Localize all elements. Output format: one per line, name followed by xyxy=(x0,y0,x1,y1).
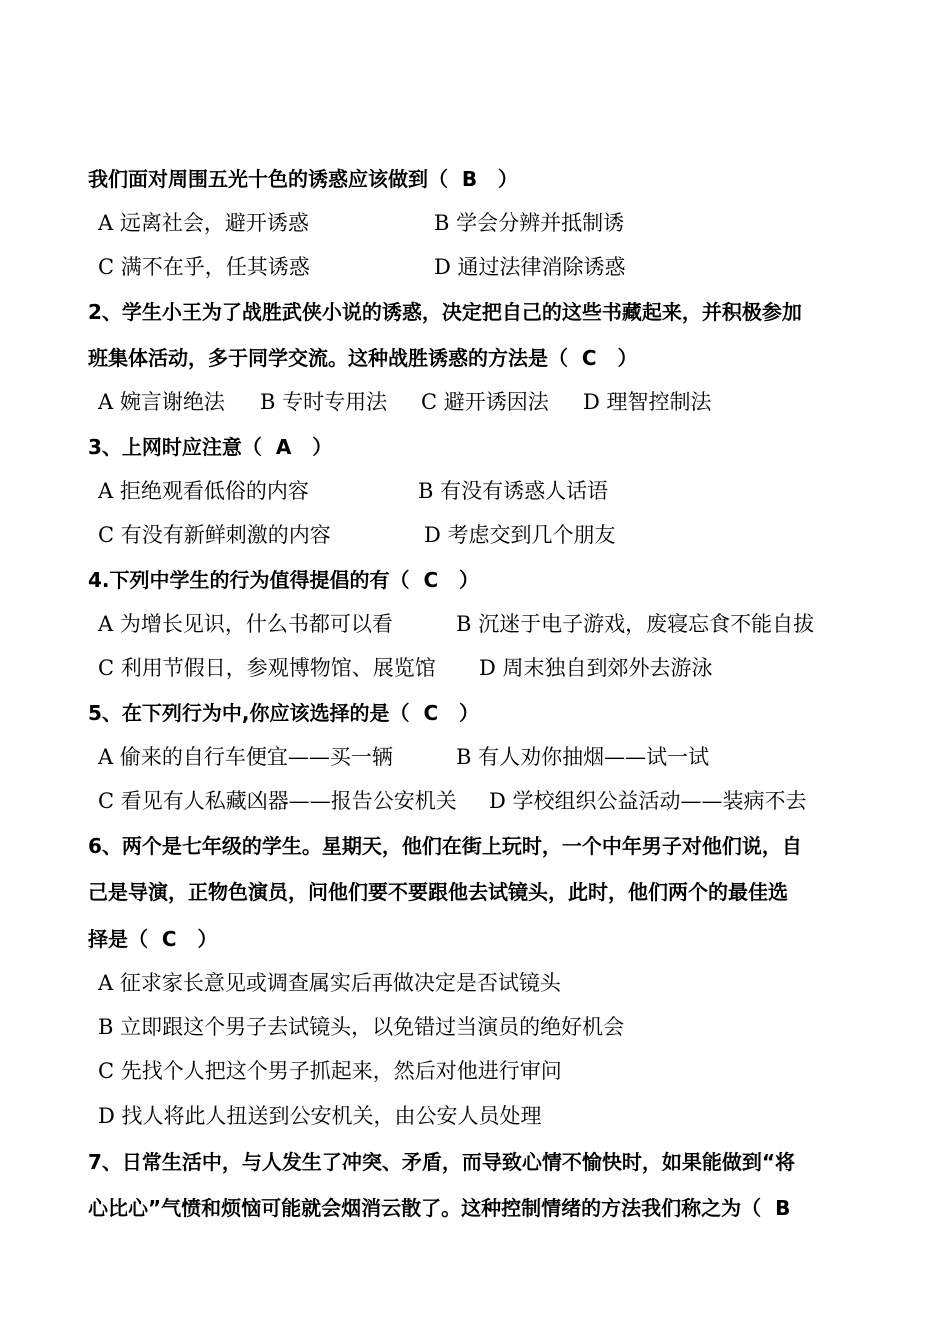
option-d: D 学校组织公益活动——装病不去 xyxy=(489,789,807,813)
question-stem: 5、在下列行为中,你应该选择的是（ C ） xyxy=(88,701,480,725)
question-stem: 我们面对周围五光十色的诱惑应该做到（ B ） xyxy=(88,167,519,191)
option-a: A 拒绝观看低俗的内容 xyxy=(98,479,309,503)
option-d: D 理智控制法 xyxy=(583,390,712,414)
option-b: B 有人劝你抽烟——试一试 xyxy=(456,745,710,769)
option-d: D 通过法律消除诱惑 xyxy=(434,255,626,279)
option-b: B 沉迷于电子游戏，废寝忘食不能自拔 xyxy=(456,612,815,636)
option-a: A 征求家长意见或调查属实后再做决定是否试镜头 xyxy=(98,971,561,995)
option-a: A 远离社会，避开诱惑 xyxy=(98,211,309,235)
option-d: D 找人将此人扭送到公安机关，由公安人员处理 xyxy=(98,1104,542,1128)
question-stem: 7、日常生活中，与人发生了冲突、矛盾，而导致心情不愉快时，如果能做到“将 xyxy=(88,1150,796,1174)
option-c: C 避开诱因法 xyxy=(421,390,549,414)
question-stem: 择是（ C ） xyxy=(88,927,218,951)
question-stem: 4.下列中学生的行为值得提倡的有（ C ） xyxy=(88,568,480,592)
option-c: C 满不在乎，任其诱惑 xyxy=(98,255,310,279)
question-stem: 己是导演，正物色演员，问他们要不要跟他去试镜头，此时，他们两个的最佳选 xyxy=(88,880,788,904)
option-c: C 利用节假日，参观博物馆、展览馆 xyxy=(98,656,436,680)
question-stem: 心比心”气愤和烦恼可能就会烟消云散了。这种控制情绪的方法我们称之为（ B xyxy=(88,1196,791,1220)
question-stem: 6、两个是七年级的学生。星期天，他们在街上玩时，一个中年男子对他们说，自 xyxy=(88,834,802,858)
question-stem: 2、学生小王为了战胜武侠小说的诱惑，决定把自己的这些书藏起来，并积极参加 xyxy=(88,300,802,324)
option-a: A 偷来的自行车便宜——买一辆 xyxy=(98,745,393,769)
option-a: A 婉言谢绝法 xyxy=(98,390,225,414)
option-d: D 考虑交到几个朋友 xyxy=(424,523,616,547)
option-a: A 为增长见识，什么书都可以看 xyxy=(98,612,393,636)
question-stem: 班集体活动，多于同学交流。这种战胜诱惑的方法是（ C ） xyxy=(88,346,638,370)
question-stem: 3、上网时应注意（ A ） xyxy=(88,435,333,459)
option-b: B 立即跟这个男子去试镜头，以免错过当演员的绝好机会 xyxy=(98,1015,625,1039)
option-b: B 有没有诱惑人话语 xyxy=(418,479,609,503)
option-c: C 先找个人把这个男子抓起来，然后对他进行审问 xyxy=(98,1059,562,1083)
option-b: B 学会分辨并抵制诱 xyxy=(434,211,625,235)
option-d: D 周末独自到郊外去游泳 xyxy=(479,656,713,680)
option-c: C 有没有新鲜刺激的内容 xyxy=(98,523,331,547)
option-c: C 看见有人私藏凶器——报告公安机关 xyxy=(98,789,457,813)
option-b: B 专时专用法 xyxy=(260,390,388,414)
